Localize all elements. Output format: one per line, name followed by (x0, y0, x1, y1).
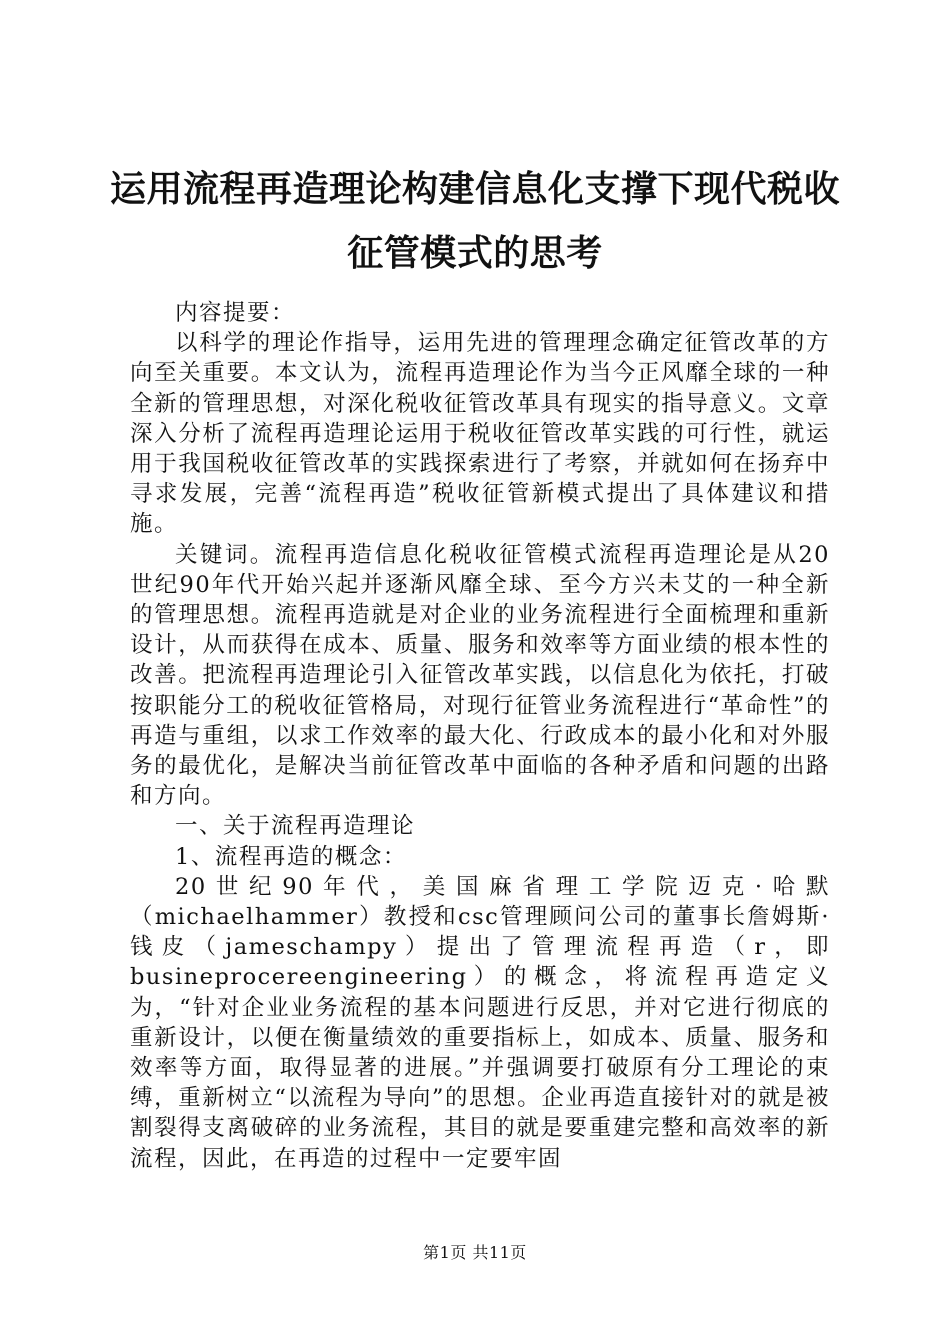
document-body (130, 298, 830, 1174)
keywords-paragraph: 关键词。流程再造信息化税收征管模式流程再造理论是从20世纪90年代开始兴起并逐渐风靡全球、至今方兴未艾的一种全新的管理思想。流程再造就是对企业的业务流程进行全面梳理和重新设计，从而获得在成本、质量、服务和效率等方面业绩的根本性的改善。把流程再造理论引入征管改革实践，以信息化为依托，打破按职能分工的税收征管格局，对现行征管业务流程进行“革命性”的再造与重组，以求工作效率的最大化、行政成本的最小化和对外服务的最优化，是解决当前征管改革中面临的各种矛盾和问题的出路和方向。 (130, 541, 830, 810)
document-title (100, 158, 850, 286)
abstract-heading: 内容提要： (175, 300, 296, 326)
subsection-heading: 1、流程再造的概念： (175, 843, 407, 870)
abstract-paragraph: 以科学的理论作指导，运用先进的管理理念确定征管改革的方向至关重要。本文认为，流程再造理论作为当今正风靡全球的一种全新的管理思想，对深化税收征管改革具有现实的指导意义。文章深入分析了流程再造理论运用于税收征管改革实践的可行性，就运用于我国税收征管改革的实践探索进行了考察，并就如何在扬弃中寻求发展，完善“流程再造”税收征管新模式提出了具体建议和措施。 (130, 330, 830, 538)
concept-paragraph: 20世纪90年代，美国麻省理工学院迈克·哈默（michaelhammer）教授和csc管理顾问公司的董事长詹姆斯·钱皮（jameschampy）提出了管理流程再造（r，即busineprocereengineering）的概念，将流程再造定义为，“针对企业业务流程的基本问题进行反思，并对它进行彻底的重新设计，以便在衡量绩效的重要指标上，如成本、质量、服务和效率等方面，取得显著的进展。”并强调要打破原有分工理论的束缚，重新树立“以流程为导向”的思想。企业再造直接针对的就是被割裂得支离破碎的业务流程，其目的就是要重建完整和高效率的新流程，因此，在再造的过程中一定要牢固 (130, 873, 830, 1172)
section-heading: 一、关于流程再造理论 (175, 813, 416, 840)
title-line-2: 征管模式的思考 (347, 233, 603, 274)
page-footer: 第1页 共11页 (423, 1243, 527, 1262)
title-line-1: 运用流程再造理论构建信息化支撑下现代税收 (109, 169, 840, 210)
